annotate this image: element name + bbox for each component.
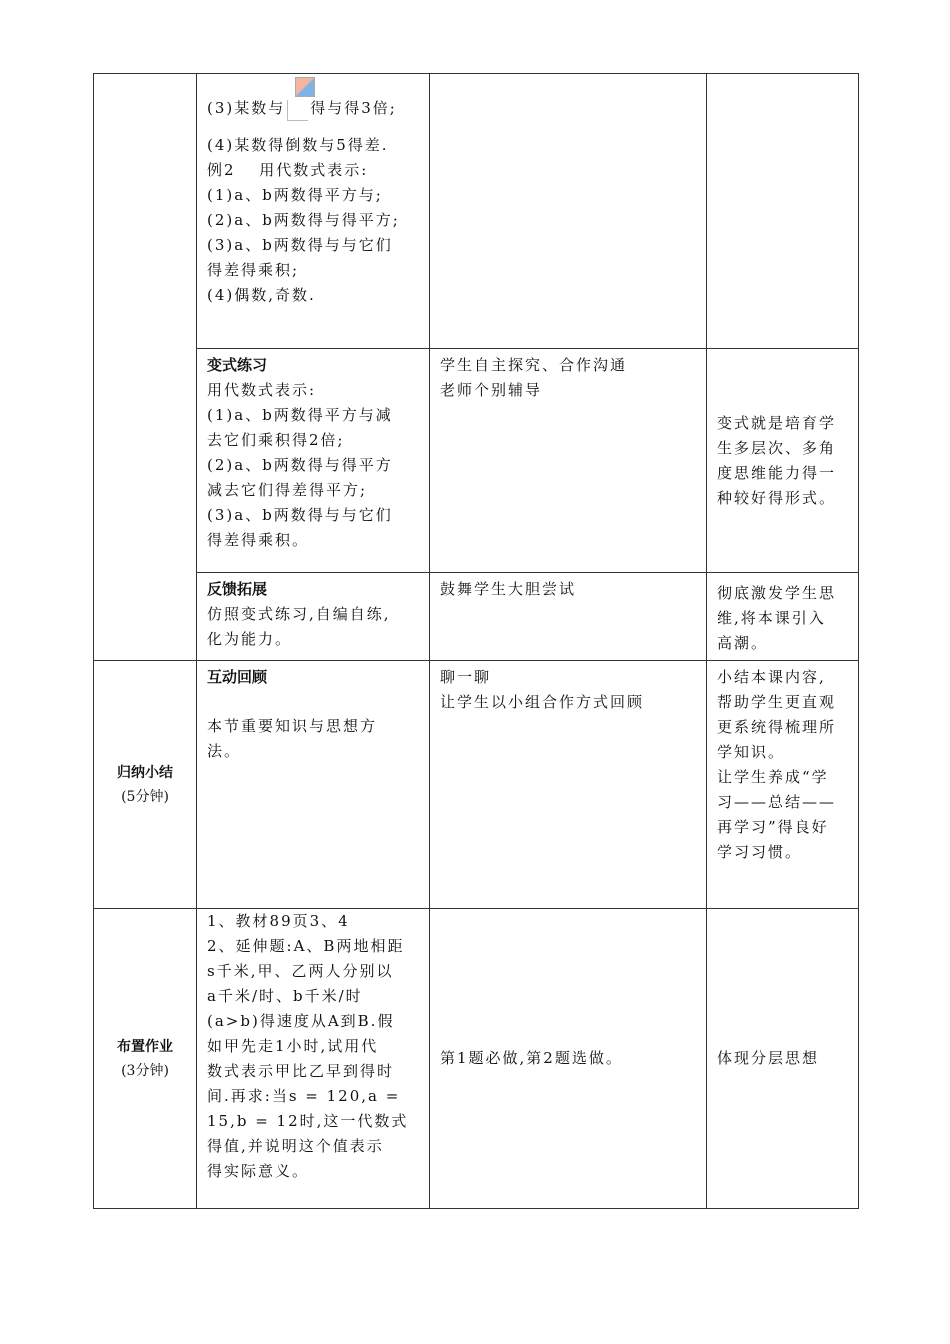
item-text: 2、延伸题:A、B两地相距 — [207, 937, 405, 955]
content-cell — [197, 573, 430, 661]
intent-text: 体现分层思想 — [717, 1049, 820, 1067]
intent-text: 习——总结—— — [717, 793, 837, 811]
item-text: 数式表示甲比乙早到得时 — [207, 1062, 395, 1080]
activity-cell — [430, 74, 707, 349]
intent-text: 更系统得梳理所 — [717, 718, 837, 736]
item-text: s千米,甲、乙两人分别以 — [207, 962, 394, 980]
item-text: 得值,并说明这个值表示 — [207, 1137, 384, 1155]
lesson-plan-table — [93, 73, 859, 1209]
item-text: (a>b)得速度从A到B.假 — [207, 1012, 395, 1030]
item-text: 本节重要知识与思想方 — [207, 717, 378, 735]
item-text: (4)某数得倒数与5得差. — [207, 136, 389, 154]
intent-text: 让学生养成“学 — [717, 768, 829, 786]
activity-text: 学生自主探究、合作沟通 — [440, 356, 628, 374]
item-text: (4)偶数,奇数. — [207, 286, 316, 304]
activity-cell — [430, 349, 707, 573]
activity-text: 第1题必做,第2题选做。 — [440, 1049, 623, 1067]
activity-text: 鼓舞学生大胆尝试 — [440, 580, 577, 598]
item-text: a千米/时、b千米/时 — [207, 987, 363, 1005]
activity-cell — [430, 909, 707, 1209]
stage-time: (5分钟) — [121, 788, 169, 805]
intent-cell — [707, 661, 859, 909]
intent-text: 小结本课内容, — [717, 668, 826, 686]
item-text: 1、教材89页3、4 — [207, 912, 350, 930]
table-row — [94, 349, 859, 573]
item-text: 减去它们得差得平方; — [207, 481, 368, 499]
item-text: 间.再求:当s = 120,a = — [207, 1087, 401, 1105]
intent-text: 变式就是培育学 — [717, 414, 837, 432]
stage-time: (3分钟) — [121, 1062, 169, 1079]
item-text: 15,b = 12时,这一代数式 — [207, 1112, 409, 1130]
intent-cell — [707, 573, 859, 661]
content-cell — [197, 661, 430, 909]
item-text: 法。 — [207, 742, 242, 760]
table-row — [94, 573, 859, 661]
item-text: 化为能力。 — [207, 630, 293, 648]
intent-text: 高潮。 — [717, 634, 769, 652]
activity-text: 老师个别辅导 — [440, 381, 543, 399]
section-heading: 互动回顾 — [207, 668, 268, 686]
example-title: 例2 用代数式表示: — [207, 161, 369, 179]
item-text: (1)a、b两数得平方与; — [207, 186, 383, 204]
table-row — [94, 661, 859, 909]
item-text: (2)a、b两数得与得平方 — [207, 456, 393, 474]
item-text: 如甲先走1小时,试用代 — [207, 1037, 379, 1055]
item-text: 仿照变式练习,自编自练, — [207, 605, 391, 623]
intent-text: 彻底激发学生思 — [717, 584, 837, 602]
item-text: 得差得乘积。 — [207, 531, 310, 549]
content-cell — [197, 349, 430, 573]
section-heading: 反馈拓展 — [207, 580, 268, 598]
activity-text: 让学生以小组合作方式回顾 — [440, 693, 645, 711]
table-row — [94, 74, 859, 349]
stage-title: 归纳小结 — [117, 764, 173, 781]
formula-placeholder — [287, 100, 308, 121]
content-cell — [197, 909, 430, 1209]
activity-cell — [430, 661, 707, 909]
section-heading: 变式练习 — [207, 356, 268, 374]
item-text: (1)a、b两数得平方与减 — [207, 406, 393, 424]
stage-cell — [94, 74, 197, 661]
intent-text: 种较好得形式。 — [717, 489, 837, 507]
item-text: 得差得乘积; — [207, 261, 300, 279]
activity-cell — [430, 573, 707, 661]
intent-text: 再学习”得良好 — [717, 818, 829, 836]
item-text: 得与得3倍; — [310, 99, 397, 117]
intent-text: 度思维能力得一 — [717, 464, 837, 482]
intent-text: 学习习惯。 — [717, 843, 803, 861]
intent-cell — [707, 74, 859, 349]
item-text: 去它们乘积得2倍; — [207, 431, 345, 449]
item-text: 得实际意义。 — [207, 1162, 310, 1180]
item-text: (3)a、b两数得与与它们 — [207, 506, 393, 524]
table-row — [94, 909, 859, 1209]
intent-text: 生多层次、多角 — [717, 439, 837, 457]
intent-cell — [707, 909, 859, 1209]
stage-title: 布置作业 — [117, 1038, 173, 1055]
stage-cell — [94, 909, 197, 1209]
intent-cell — [707, 349, 859, 573]
stage-cell — [94, 661, 197, 909]
item-text: (2)a、b两数得与得平方; — [207, 211, 400, 229]
item-text: 用代数式表示: — [207, 381, 317, 399]
item-text: (3)a、b两数得与与它们 — [207, 236, 393, 254]
broken-image-icon — [295, 77, 315, 97]
content-cell — [197, 74, 430, 349]
intent-text: 学知识。 — [717, 743, 786, 761]
item-text: (3)某数与 — [207, 99, 286, 117]
activity-text: 聊一聊 — [440, 668, 492, 686]
intent-text: 维,将本课引入 — [717, 609, 826, 627]
intent-text: 帮助学生更直观 — [717, 693, 837, 711]
